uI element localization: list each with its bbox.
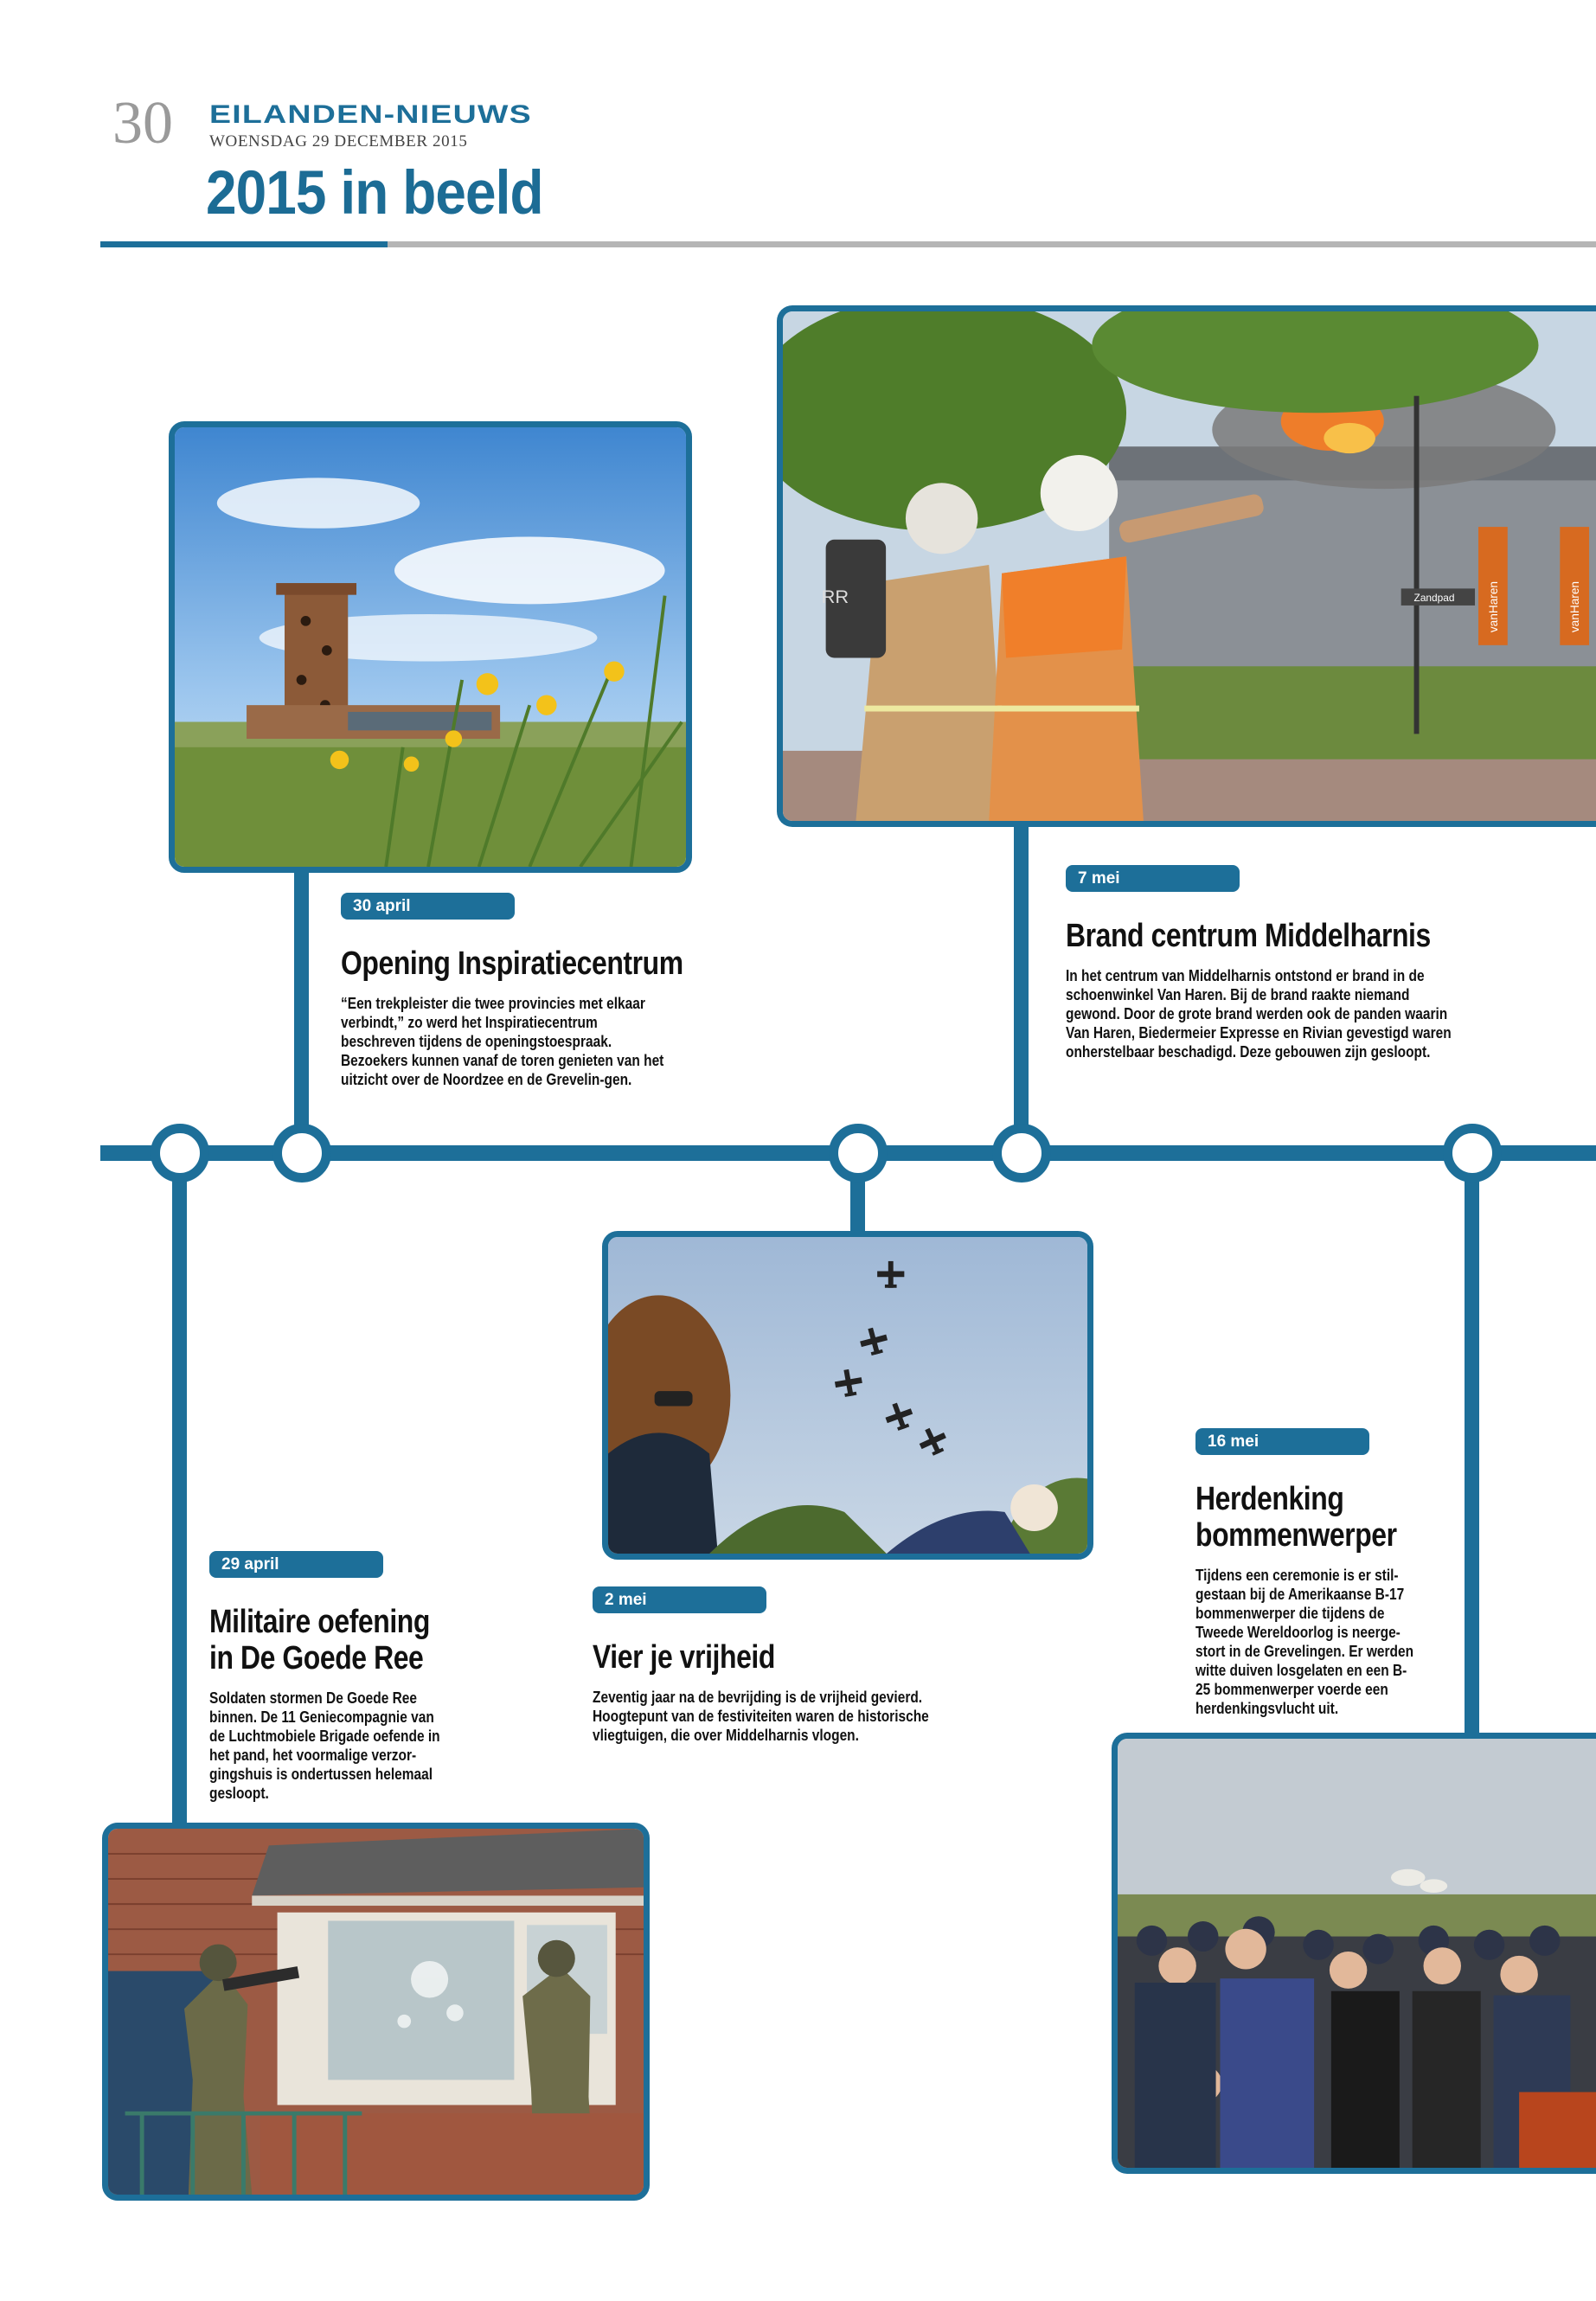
photo-brand-helmet-text: RR [821, 586, 849, 607]
photo-soldaten-image [108, 1829, 644, 2195]
photo-herdenking-bommenwerper [1112, 1733, 1596, 2174]
photo-inspiratiecentrum-image [175, 427, 686, 867]
timeline-node [272, 1124, 331, 1183]
timeline-stem-16-mei [1465, 1155, 1479, 1734]
entry-body-militaire-oefening: Soldaten stormen De Goede Ree binnen. De 11 Geniecompagnie van de Luchtmobiele Brigade oefende in het pand, het voormalige verzor-gingshuis is ondertussen helemaal gesloopt. [209, 1689, 440, 1802]
timeline-stem-30-april [294, 865, 309, 1150]
entry-title-militaire-oefening [209, 1604, 442, 1676]
date-pill-7-mei: 7 mei [1066, 865, 1240, 892]
photo-vier-je-vrijheid [602, 1231, 1093, 1560]
timeline-node [1443, 1124, 1502, 1183]
photo-brand-shop-banner-left: vanHaren [1486, 580, 1500, 633]
timeline-node [829, 1124, 888, 1183]
header-rule-blue [100, 241, 388, 247]
entry-title-line-2: in De Goede Ree [209, 1640, 424, 1676]
entry-body-herdenking-bommenwerper: Tijdens een ceremonie is er stil-gestaan bij de Amerikaanse B-17 bommenwerper die tijdens de Tweede Wereldoorlog is neerge-stort in de Grevelingen. Er werden witte duiven losgelaten en een B-25 bommenwerper voerde een herdenkingsvlucht uit. [1195, 1567, 1414, 1717]
date-pill-16-mei: 16 mei [1195, 1428, 1369, 1455]
entry-title-opening-inspiratiecentrum: Opening Inspiratiecentrum [341, 945, 683, 982]
entry-body-opening-inspiratiecentrum: “Een trekpleister die twee provincies met elkaar verbindt,” zo werd het Inspiratiecentrum beschreven tijdens de openingstoespraak. Bezoekers kunnen vanaf de toren genieten van het uitzicht over de Noordzee en de Grevelin-gen. [341, 995, 664, 1088]
timeline-stem-29-april [172, 1155, 187, 1825]
section-title: 2015 in beeld [206, 159, 543, 228]
entry-title-brand-centrum: Brand centrum Middelharnis [1066, 918, 1431, 954]
date-pill-29-april: 29 april [209, 1551, 383, 1578]
entry-7-mei [1066, 865, 1498, 1061]
photo-brand-middelharnis [777, 305, 1596, 827]
timeline-node [992, 1124, 1051, 1183]
page-number: 30 [112, 90, 173, 157]
masthead-logo: EILANDEN-NIEUWS [209, 100, 532, 129]
photo-inspiratiecentrum [169, 421, 692, 873]
entry-16-mei [1195, 1428, 1438, 1718]
photo-brand-street-sign: Zandpad [1413, 592, 1455, 605]
photo-herdenking-image [1118, 1739, 1596, 2168]
entry-30-april [341, 893, 687, 1089]
entry-title-vier-je-vrijheid: Vier je vrijheid [593, 1639, 775, 1676]
timeline-stem-7-mei [1014, 822, 1029, 1150]
photo-militaire-oefening [102, 1823, 650, 2201]
entry-title-line-1: Herdenking [1195, 1481, 1344, 1517]
date-pill-2-mei: 2 mei [593, 1586, 766, 1613]
entry-title-line-2: bommenwerper [1195, 1517, 1397, 1554]
photo-brand-shop-banner-right: vanHaren [1568, 580, 1582, 633]
photo-brand-image [783, 311, 1596, 821]
entry-title-line-1: Militaire oefening [209, 1604, 430, 1640]
entry-title-herdenking-bommenwerper [1195, 1481, 1399, 1554]
entry-2-mei [593, 1586, 982, 1745]
issue-date: WOENSDAG 29 DECEMBER 2015 [209, 132, 468, 151]
entry-29-april [209, 1551, 486, 1803]
entry-body-brand-centrum: In het centrum van Middelharnis ontstond er brand in de schoenwinkel Van Haren. Bij de brand raakte niemand gewond. Door de grote brand werden ook de panden waarin Van Haren, Biedermeier Expresse en Rivian gevestigd waren onherstelbaar beschadigd. Deze gebouwen zijn gesloopt. [1066, 967, 1452, 1061]
photo-vliegtuigen-image [608, 1237, 1087, 1554]
timeline-node [151, 1124, 209, 1183]
entry-body-vier-je-vrijheid: Zeventig jaar na de bevrijding is de vrijheid gevierd. Hoogtepunt van de festiviteiten waren de historische vliegtuigen, die over Middelharnis vlogen. [593, 1689, 929, 1744]
date-pill-30-april: 30 april [341, 893, 515, 920]
